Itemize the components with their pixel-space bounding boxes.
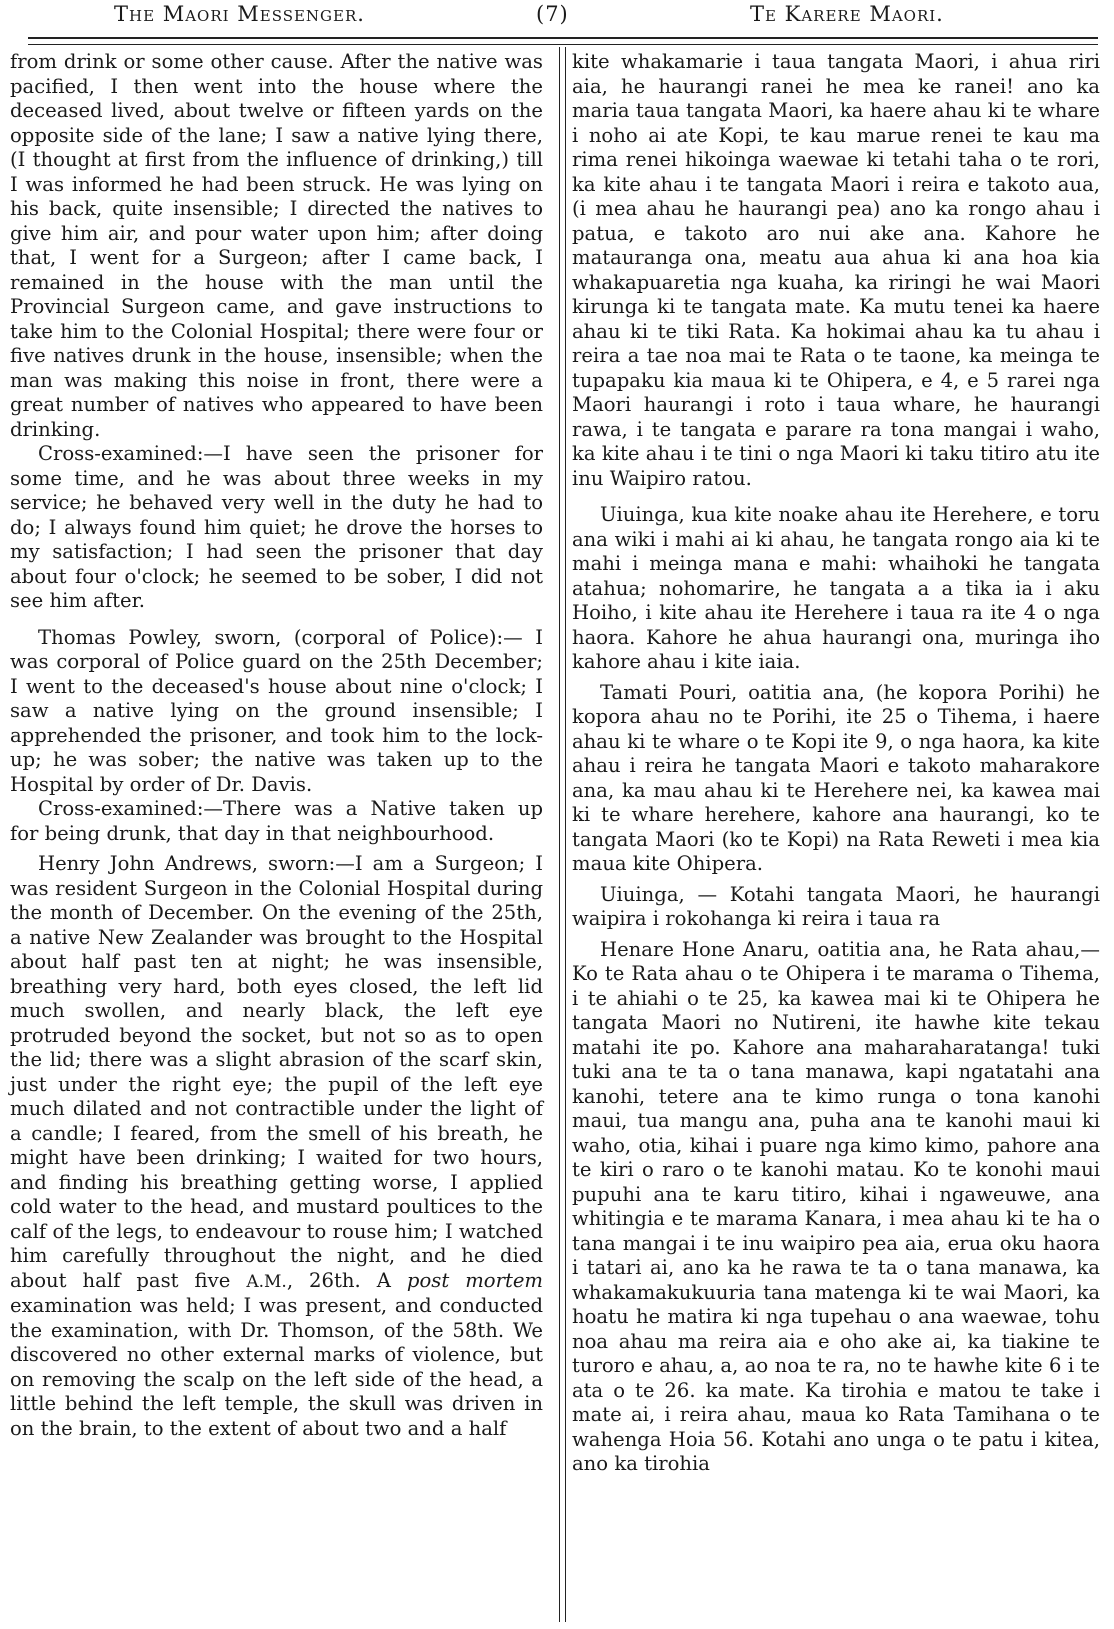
paragraph-uiuinga-2: Uiuinga, — Kotahi tangata Maori, he haurangi waipira i rokohanga ki reira i taua ra [572, 882, 1100, 930]
andrews-text-part-3: examination was held; I was present, and conducted the examination, with Dr. Thomson, of the 58th. We discovered no other external marks of violence, but on removing the scalp on the left side of the head, a little behind the left temple, the skull was driven in on the brain, to the extent of about two and a half [10, 1294, 543, 1440]
english-column [10, 50, 543, 1441]
paragraph-cross-examined-2: Cross-examined:—There was a Native taken up for being drunk, that day in that neighbourhood. [10, 797, 543, 845]
andrews-post-mortem-italic: post mortem [406, 1268, 544, 1292]
header-english-title: The Maori Messenger. [114, 2, 365, 26]
page-header [28, 0, 1098, 34]
paragraph-uiuinga-1: Uiuinga, kua kite noake ahau ite Herehere, e toru ana wiki i mahi ai ki ahau, he tangata rongo aia ki te mahi i meinga mana e mahi: whaihoki he tangata atahua; nohomarire, he tangata a a tika ia i aku Hoiho, i kite ahau ite Herehere i taua ra ite 4 o nga haora. Kahore he ahua haurangi ona, muringa iho kahore ahau i kite iaia. [572, 503, 1100, 673]
paragraph-maori-witness-continued: kite whakamarie i taua tangata Maori, i ahua riri aia, he haurangi ranei he mea ke ranei! ano ka maria taua tangata Maori, ka haere ahau ki te whare i noho ai ate Kopi, te kau marue renei te kau ma rima renei hikoinga waewae ki tetahi taha o te rori, ka kite ahau i te tangata Maori i reira e takoto aua, (i mea ahau he haurangi pea) ano ka rongo ahau i patua, e takoto aro nui ake ana. Kahore he matauranga ona, meatu aua ahua ki ana hoa kia whakapuaretia nga kuaha, ka riringi he wai Maori kirunga ki te tangata mate. Ka mutu tenei ka haere ahau ki te tiki Rata. Ka hokimai ahau ka tu ahau i reira a tae noa mai te Rata o te taone, ka meinga te tupapaku kia maua ki te Ohipera, e 4, e 5 rarei nga Maori haurangi i roto i taua whare, he haurangi rawa, i te tangata e parare ra tona mangai i waho, ka kite ahau i te tini o nga Maori ki taku titiro atu ite inu Waipiro ratou. [572, 50, 1100, 490]
andrews-time-am: A.M. [246, 1271, 287, 1292]
column-divider [559, 47, 566, 1622]
paragraph-cross-examined-1: Cross-examined:—I have seen the prisoner for some time, and he was about three weeks in my service; he behaved very well in the duty he had to do; I always found him quiet; he drove the horses to my satisfaction; I had seen the prisoner that day about four o'clock; he seemed to be sober, I did not see him after. [10, 442, 543, 612]
header-rule-thin [28, 44, 1098, 45]
maori-column [572, 50, 1100, 1477]
header-maori-title: Te Karere Maori. [750, 2, 944, 26]
paragraph-witness-continued: from drink or some other cause. After the native was pacified, I then went into the house where the deceased lived, about twelve or fifteen yards on the opposite side of the lane; I saw a native lying there, (I thought at first from the influence of drinking,) till I was informed he had been struck. He was lying on his back, quite insensible; I directed the natives to give him air, and pour water upon him; after doing that, I went for a Surgeon; after I came back, I remained in the house with the man until the Provincial Surgeon came, and gave instructions to take him to the Colonial Hospital; there were four or five natives drunk in the house, insensible; when the man was making this noise in front, there were a great number of natives who appeared to have been drinking. [10, 50, 543, 441]
paragraph-tamati-pouri: Tamati Pouri, oatitia ana, (he kopora Porihi) he kopora ahau no te Porihi, ite 25 o Tihema, i haere ahau ki te whare o te Kopi ite 9, o nga haora, ka kite ahau i reira he tangata Maori e takoto maharakore ana, ka mau ahau ki te Herehere nei, ka kawea mai ki te whare herehere, kahore ana haurangi, ko te tangata Maori (ko te Kopi) na Rata Reweti i mea kia maua kite Ohipera. [572, 680, 1100, 875]
andrews-text-part-1: Henry John Andrews, sworn:—I am a Surgeon; I was resident Surgeon in the Colonial Hospital during the month of December. On the evening of the 25th, a native New Zealander was brought to the Hospital about half past ten at night; he was insensible, breathing very hard, both eyes closed, the left lid much swollen, and nearly black, the left eye protruded beyond the socket, but not so as to open the lid; there was a slight abrasion of the scarf skin, just under the right eye; the pupil of the left eye much dilated and not contractible under the light of a candle; I feared, from the smell of his breath, he might have been drinking; I waited for two hours, and finding his breathing getting worse, I applied cold water to the head, and mustard poultices to the calf of the legs, to endeavour to rouse him; I watched him carefully throughout the night, and he died about half past five [10, 852, 543, 1292]
paragraph-henry-john-andrews [10, 852, 543, 1441]
header-page-number: (7) [536, 2, 569, 26]
andrews-text-part-2: , 26th. A [286, 1268, 407, 1292]
paragraph-henare-hone-anaru: Henare Hone Anaru, oatitia ana, he Rata ahau,—Ko te Rata ahau o te Ohipera i te marama o Tihema, i te ahiahi o te 25, ka kawea mai ki te Ohipera he tangata Maori no Nutireni, ite hawhe kite tekau matahi ite po. Kahore ana maharaharatanga! tuki tuki ana te ta o tana manawa, kapi ngatatahi ana kanohi, tetere ana te kimo runga o tona kanohi maui, tua mangu ana, puha ana te kanohi maui ki waho, otia, kihai i puare nga kimo kimo, pahore ana te kiri o raro o te kanohi matau. Ko te konohi maui pupuhi ana te karu titiro, kihai i ngaweuwe, ana whitingia e te marama Kanara, i mea ahau ki te ha o tana mangai i te inu waipiro pea aia, erua oku haora i tatari ai, ano ka he rawa te ta o tana manawa, ka whakamakukuuria tana matenga ki te wai Maori, ka hoatu he matira ki nga tupehau o ana waewae, tohu noa ahau ma reira aia e oho ake ai, ka tiakine te turoro e ahau, a, ao noa te ra, no te hawhe kite 6 i te ata o te 26. ka mate. Ka tirohia e matou te take i mate ai, i reira ahau, maua ko Rata Tamihana o te wahenga Hoia 56. Kotahi ano unga o te patu i kitea, ano ka tirohia [572, 937, 1100, 1475]
header-rule-thick [28, 37, 1098, 39]
paragraph-thomas-powley: Thomas Powley, sworn, (corporal of Police):— I was corporal of Police guard on the 25th December; I went to the deceased's house about nine o'clock; I saw a native lying on the ground insensible; I apprehended the prisoner, and took him to the lock-up; he was sober; the native was taken up to the Hospital by order of Dr. Davis. [10, 625, 543, 796]
